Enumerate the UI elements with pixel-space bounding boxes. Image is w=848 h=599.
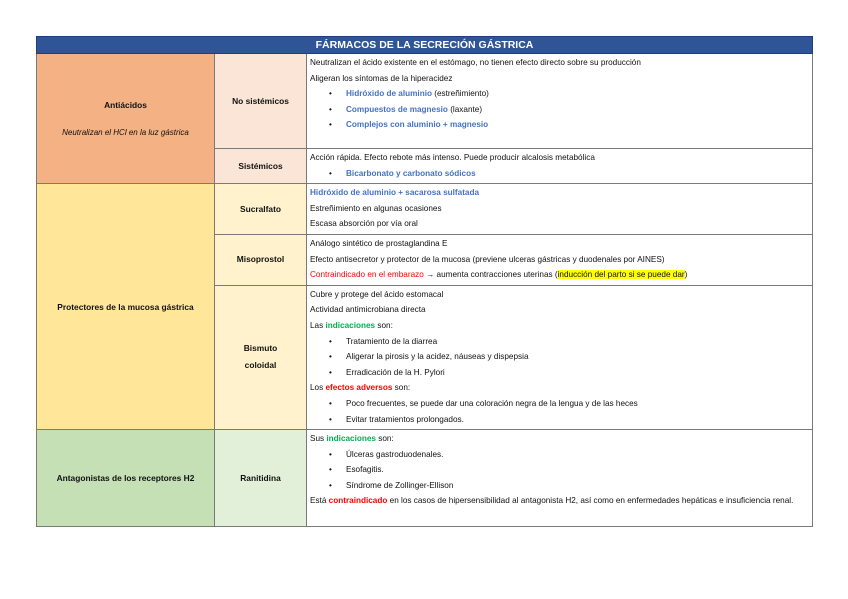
bullet-icon: •: [329, 336, 332, 346]
list-item-text: Evitar tratamientos prolongados.: [346, 414, 464, 424]
bullet-icon: •: [329, 104, 332, 114]
list-item: [310, 349, 809, 365]
text-line: Cubre y protege del ácido estomacal: [310, 289, 444, 299]
text-fragment: son:: [392, 383, 411, 393]
subcategory-sistemicos: Sistémicos: [215, 149, 307, 184]
text-fragment: son:: [375, 320, 393, 330]
drug-table: [36, 36, 813, 527]
list-item-text: Poco frecuentes, se puede dar una coloración negra de la lengua y de las heces: [346, 398, 638, 408]
arrow-icon: →: [423, 270, 437, 280]
text-fragment: ): [684, 270, 688, 280]
text-line: [310, 380, 809, 396]
list-item: [310, 462, 809, 478]
text-fragment: son:: [376, 434, 394, 444]
drug-name: Compuestos de magnesio: [346, 104, 448, 114]
text-line: [310, 318, 809, 334]
list-item: [310, 166, 809, 182]
list-item-text: Aligerar la pirosis y la acidez, náuseas y dispepsia: [346, 352, 529, 362]
list-item: [310, 412, 809, 428]
text-line: Aligeran los síntomas de la hiperacidez: [310, 73, 453, 83]
description-sistemicos: [307, 149, 813, 184]
text-fragment: Sus: [310, 434, 327, 444]
table-title: FÁRMACOS DE LA SECRECIÓN GÁSTRICA: [37, 37, 813, 54]
subcategory-bismuto-line2: coloidal: [244, 360, 277, 371]
subcategory-sucralfato: Sucralfato: [215, 184, 307, 235]
drug-name: Bicarbonato y carbonato sódicos: [346, 168, 476, 178]
list-item: [310, 86, 809, 102]
list-item: [310, 102, 809, 118]
text-line: Análogo sintético de prostaglandina E: [310, 238, 448, 248]
bullet-icon: •: [329, 168, 332, 178]
list-item-text: Esofagitis.: [346, 465, 384, 475]
category-antiacidos-title: Antiácidos: [104, 100, 147, 111]
list-item-text: Síndrome de Zollinger-Ellison: [346, 480, 454, 490]
bullet-icon: •: [329, 480, 332, 490]
drug-name: Hidróxido de aluminio: [346, 89, 432, 99]
contraindication-text: Contraindicado en el embarazo: [310, 270, 424, 280]
list-item: [310, 447, 809, 463]
bullet-icon: •: [329, 465, 332, 475]
category-antagonistas-h2: Antagonistas de los receptores H2: [37, 430, 215, 527]
text-line: Hidróxido de aluminio + sacarosa sulfatada: [310, 188, 480, 198]
text-fragment: Está: [310, 496, 329, 506]
text-line: Actividad antimicrobiana directa: [310, 305, 426, 315]
description-bismuto: [307, 285, 813, 429]
list-item: [310, 117, 809, 133]
category-antiacidos-subtitle: Neutralizan el HCl en la luz gástrica: [62, 128, 189, 138]
drug-name: Complejos con aluminio + magnesio: [346, 120, 489, 130]
bullet-icon: •: [329, 414, 332, 424]
list-item: [310, 334, 809, 350]
category-protectores: Protectores de la mucosa gástrica: [37, 184, 215, 430]
description-ranitidina: [307, 430, 813, 527]
description-sucralfato: [307, 184, 813, 235]
adverse-effects-label: efectos adversos: [325, 383, 393, 393]
text-line: Acción rápida. Efecto rebote más intenso. Puede producir alcalosis metabólica: [310, 153, 595, 162]
highlighted-text: inducción del parto si se puede dar: [557, 270, 685, 280]
list-item: [310, 365, 809, 381]
drug-note: (laxante): [447, 104, 483, 114]
bullet-icon: •: [329, 449, 332, 459]
bullet-icon: •: [329, 89, 332, 99]
list-item: [310, 396, 809, 412]
contraindication-label: contraindicado: [328, 496, 388, 506]
subcategory-ranitidina: Ranitidina: [215, 430, 307, 527]
bullet-icon: •: [329, 352, 332, 362]
text-line: Efecto antisecretor y protector de la mucosa (previene ulceras gástricas y duodenales por AINES): [310, 254, 665, 264]
list-item: [310, 478, 809, 494]
drug-note: (estreñimiento): [431, 89, 489, 99]
list-item-text: Úlceras gastroduodenales.: [346, 449, 444, 459]
text-line: [310, 493, 809, 509]
list-item-text: Tratamiento de la diarrea: [346, 336, 438, 346]
subcategory-misoprostol: Misoprostol: [215, 234, 307, 285]
text-line: [310, 431, 809, 447]
description-misoprostol: [307, 234, 813, 285]
text-line: Neutralizan el ácido existente en el estómago, no tienen efecto directo sobre su producción: [310, 58, 641, 67]
subcategory-bismuto: [215, 285, 307, 429]
indications-label: indicaciones: [325, 320, 376, 330]
subcategory-bismuto-line1: Bismuto: [243, 343, 278, 354]
text-line: [310, 267, 809, 283]
indications-label: indicaciones: [326, 434, 376, 444]
bullet-icon: •: [329, 398, 332, 408]
text-fragment: Las: [310, 320, 326, 330]
text-fragment: Los: [310, 383, 326, 393]
bullet-icon: •: [329, 120, 332, 130]
subcategory-no-sistemicos: No sistémicos: [215, 54, 307, 149]
text-fragment: en los casos de hipersensibilidad al antagonista H2, así como en enfermedades hepáticas e insuficiencia renal.: [387, 496, 794, 506]
category-antiacidos: [37, 54, 215, 184]
text-line: Estreñimiento en algunas ocasiones: [310, 203, 442, 213]
bullet-icon: •: [329, 367, 332, 377]
description-no-sistemicos: [307, 54, 813, 149]
text-line: Escasa absorción por vía oral: [310, 219, 418, 229]
list-item-text: Erradicación de la H. Pylori: [346, 367, 445, 377]
text-fragment: aumenta contracciones uterinas (: [436, 270, 558, 280]
